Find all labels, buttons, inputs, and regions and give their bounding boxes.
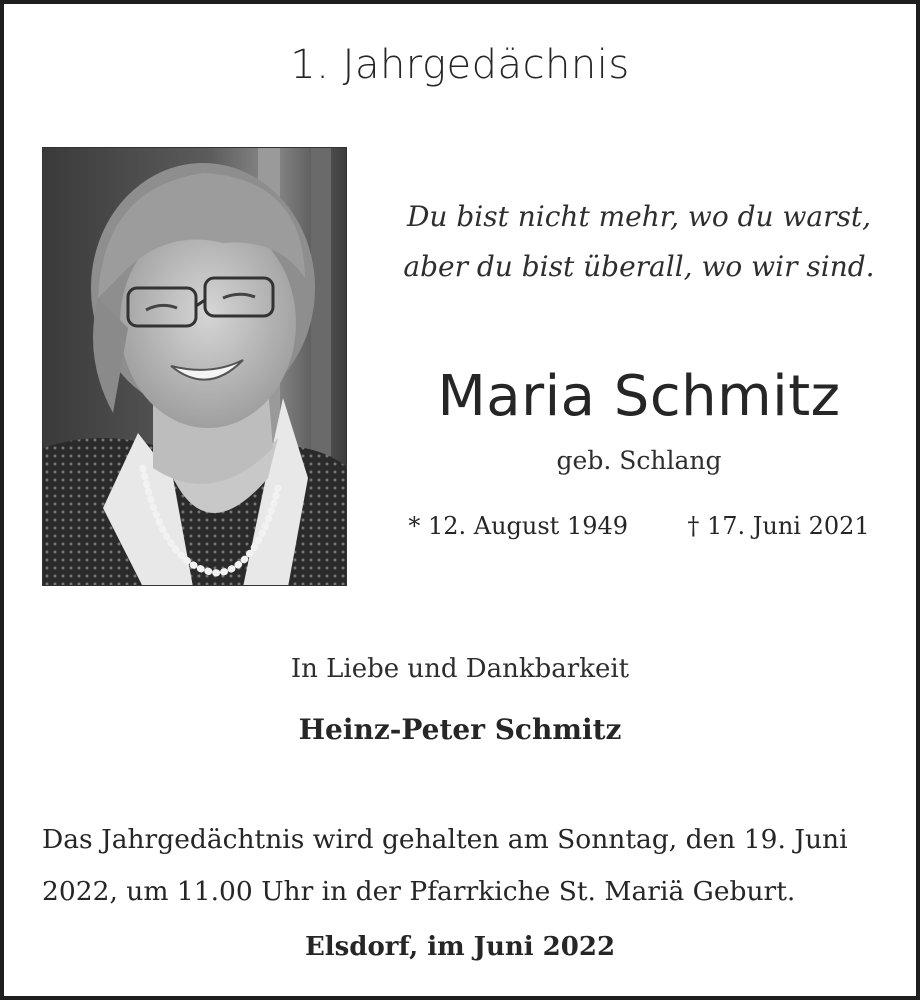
birth-name: geb. Schlang <box>556 446 722 475</box>
dedication-text: In Liebe und Dankbarkeit <box>290 654 630 684</box>
life-dates <box>384 512 894 540</box>
portrait-photo <box>42 147 347 586</box>
birth-symbol: * <box>408 512 421 540</box>
quote-line-2: aber du bist überall, wo wir sind. <box>403 250 875 283</box>
death-symbol: † <box>687 512 700 540</box>
notice-heading: 1. Jahrgedächnis <box>290 42 630 88</box>
service-line-2: 2022, um 11.00 Uhr in der Pfarrkiche St. Mariä Geburt. <box>42 876 796 907</box>
memorial-quote <box>399 192 879 292</box>
deceased-name: Maria Schmitz <box>437 364 841 429</box>
service-line-1: Das Jahrgedächtnis wird gehalten am Sonntag, den 19. Juni <box>42 824 848 855</box>
birth-date: 12. August 1949 <box>427 512 629 540</box>
mourner-name: Heinz-Peter Schmitz <box>298 713 622 746</box>
death-date: 17. Juni 2021 <box>706 512 870 540</box>
place-and-date: Elsdorf, im Juni 2022 <box>304 932 616 962</box>
quote-line-1: Du bist nicht mehr, wo du warst, <box>406 200 872 233</box>
service-announcement <box>42 814 892 918</box>
